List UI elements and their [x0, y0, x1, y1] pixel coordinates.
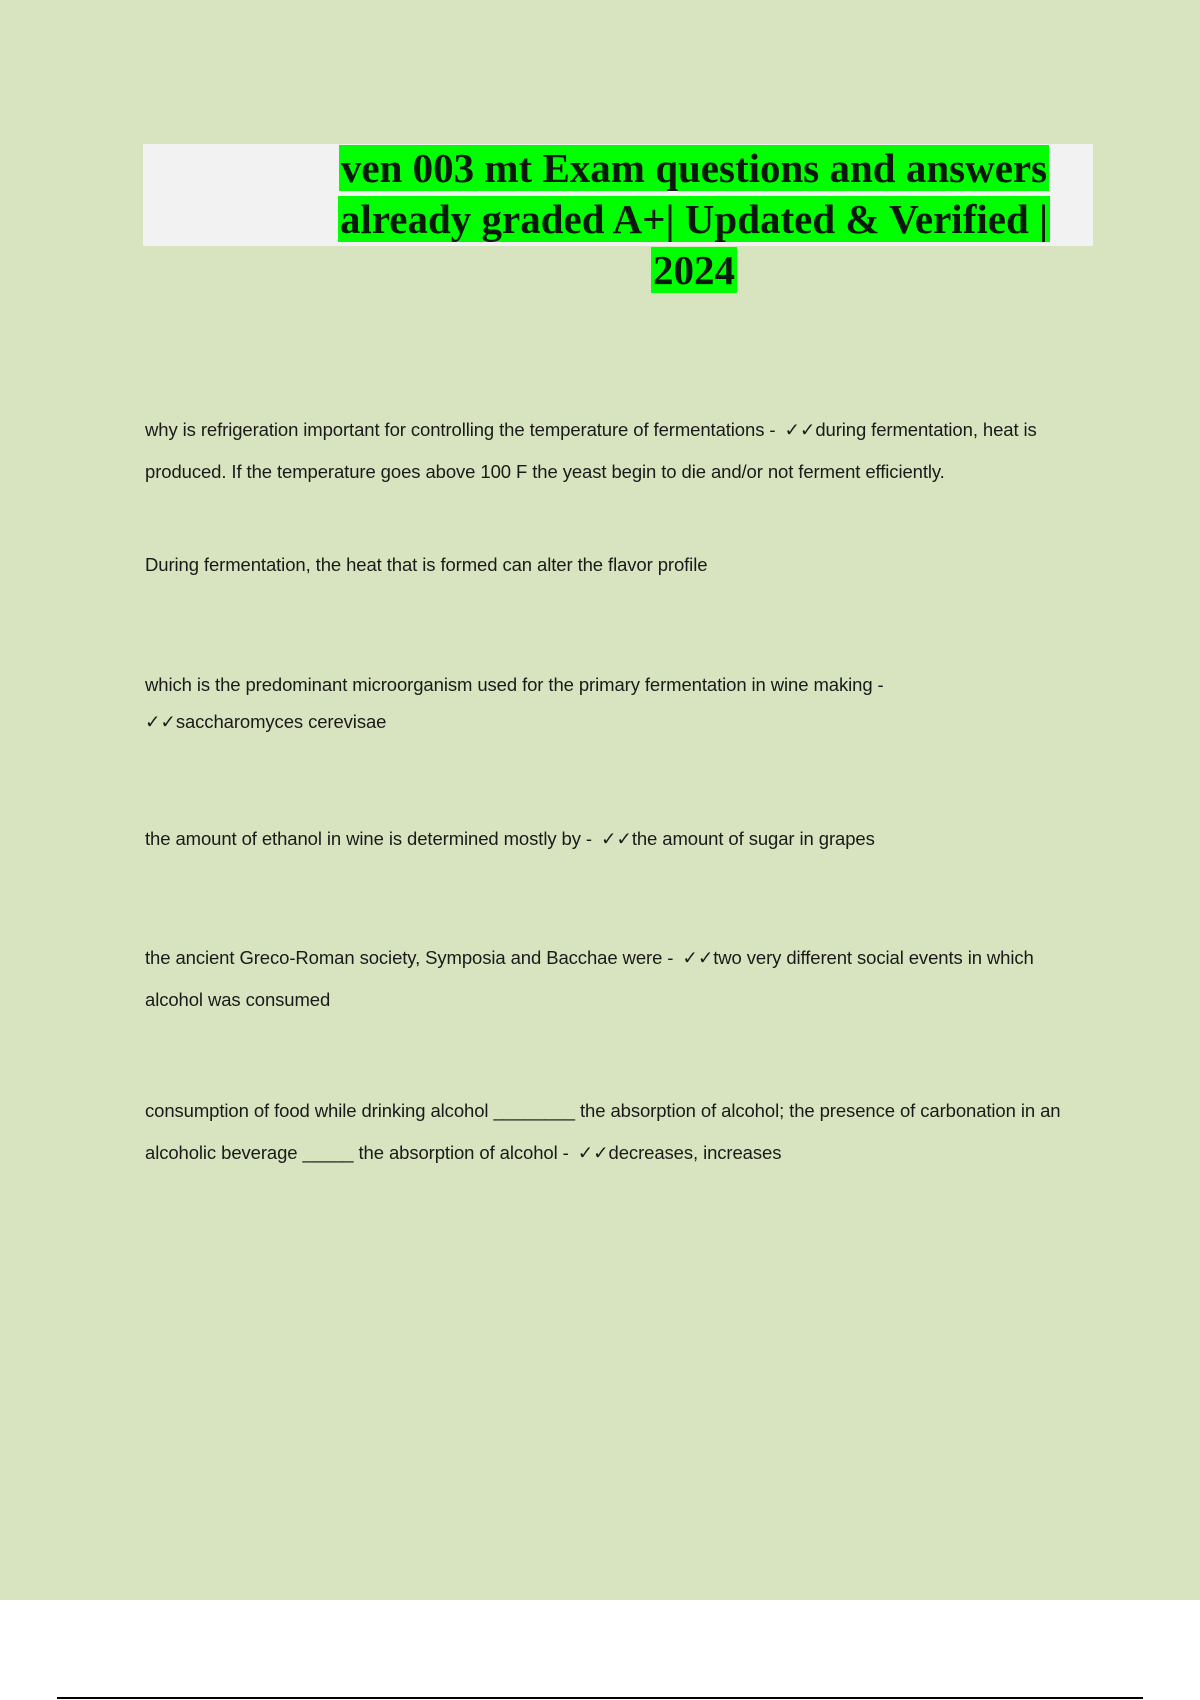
- qa-item-ethanol: [145, 818, 1085, 860]
- qa-item-microorganism: [145, 666, 1085, 740]
- answer-text: saccharomyces cerevisae: [175, 711, 387, 732]
- double-check-icon: ✓✓: [682, 947, 714, 968]
- qa-item-greco-roman: [145, 937, 1085, 1021]
- double-check-icon: ✓✓: [145, 711, 176, 732]
- note-heat-flavor: [145, 544, 1085, 586]
- footer-rule: [57, 1697, 1143, 1699]
- answer-text: two very different social events in which alcohol was consumed: [145, 947, 1034, 1010]
- question-text: the amount of ethanol in wine is determined mostly by -: [145, 828, 592, 849]
- double-check-icon: ✓✓: [577, 1142, 609, 1163]
- note-text: During fermentation, the heat that is formed can alter the flavor profile: [145, 554, 708, 575]
- double-check-icon: ✓✓: [784, 419, 816, 440]
- answer-text: decreases, increases: [608, 1142, 782, 1163]
- document-title: [296, 143, 1092, 296]
- answer-text: during fermentation, heat is produced. If the temperature goes above 100 F the yeast begin to die and/or not ferment efficiently.: [145, 419, 1037, 482]
- question-text: the ancient Greco-Roman society, Symposia and Bacchae were -: [145, 947, 674, 968]
- qa-item-refrigeration: [145, 409, 1085, 493]
- answer-text: the amount of sugar in grapes: [631, 828, 875, 849]
- double-check-icon: ✓✓: [601, 828, 632, 849]
- question-text: consumption of food while drinking alcohol ________ the absorption of alcohol; the presence of carbonation in an alcoholic beverage _____ the absorption of alcohol -: [145, 1100, 1061, 1163]
- title-highlight: ven 003 mt Exam questions and answers already graded A+| Updated & Verified | 2024: [339, 145, 1049, 293]
- qa-item-absorption: [145, 1090, 1085, 1174]
- question-text: which is the predominant microorganism used for the primary fermentation in wine making -: [145, 674, 884, 695]
- question-text: why is refrigeration important for controlling the temperature of fermentations -: [145, 419, 776, 440]
